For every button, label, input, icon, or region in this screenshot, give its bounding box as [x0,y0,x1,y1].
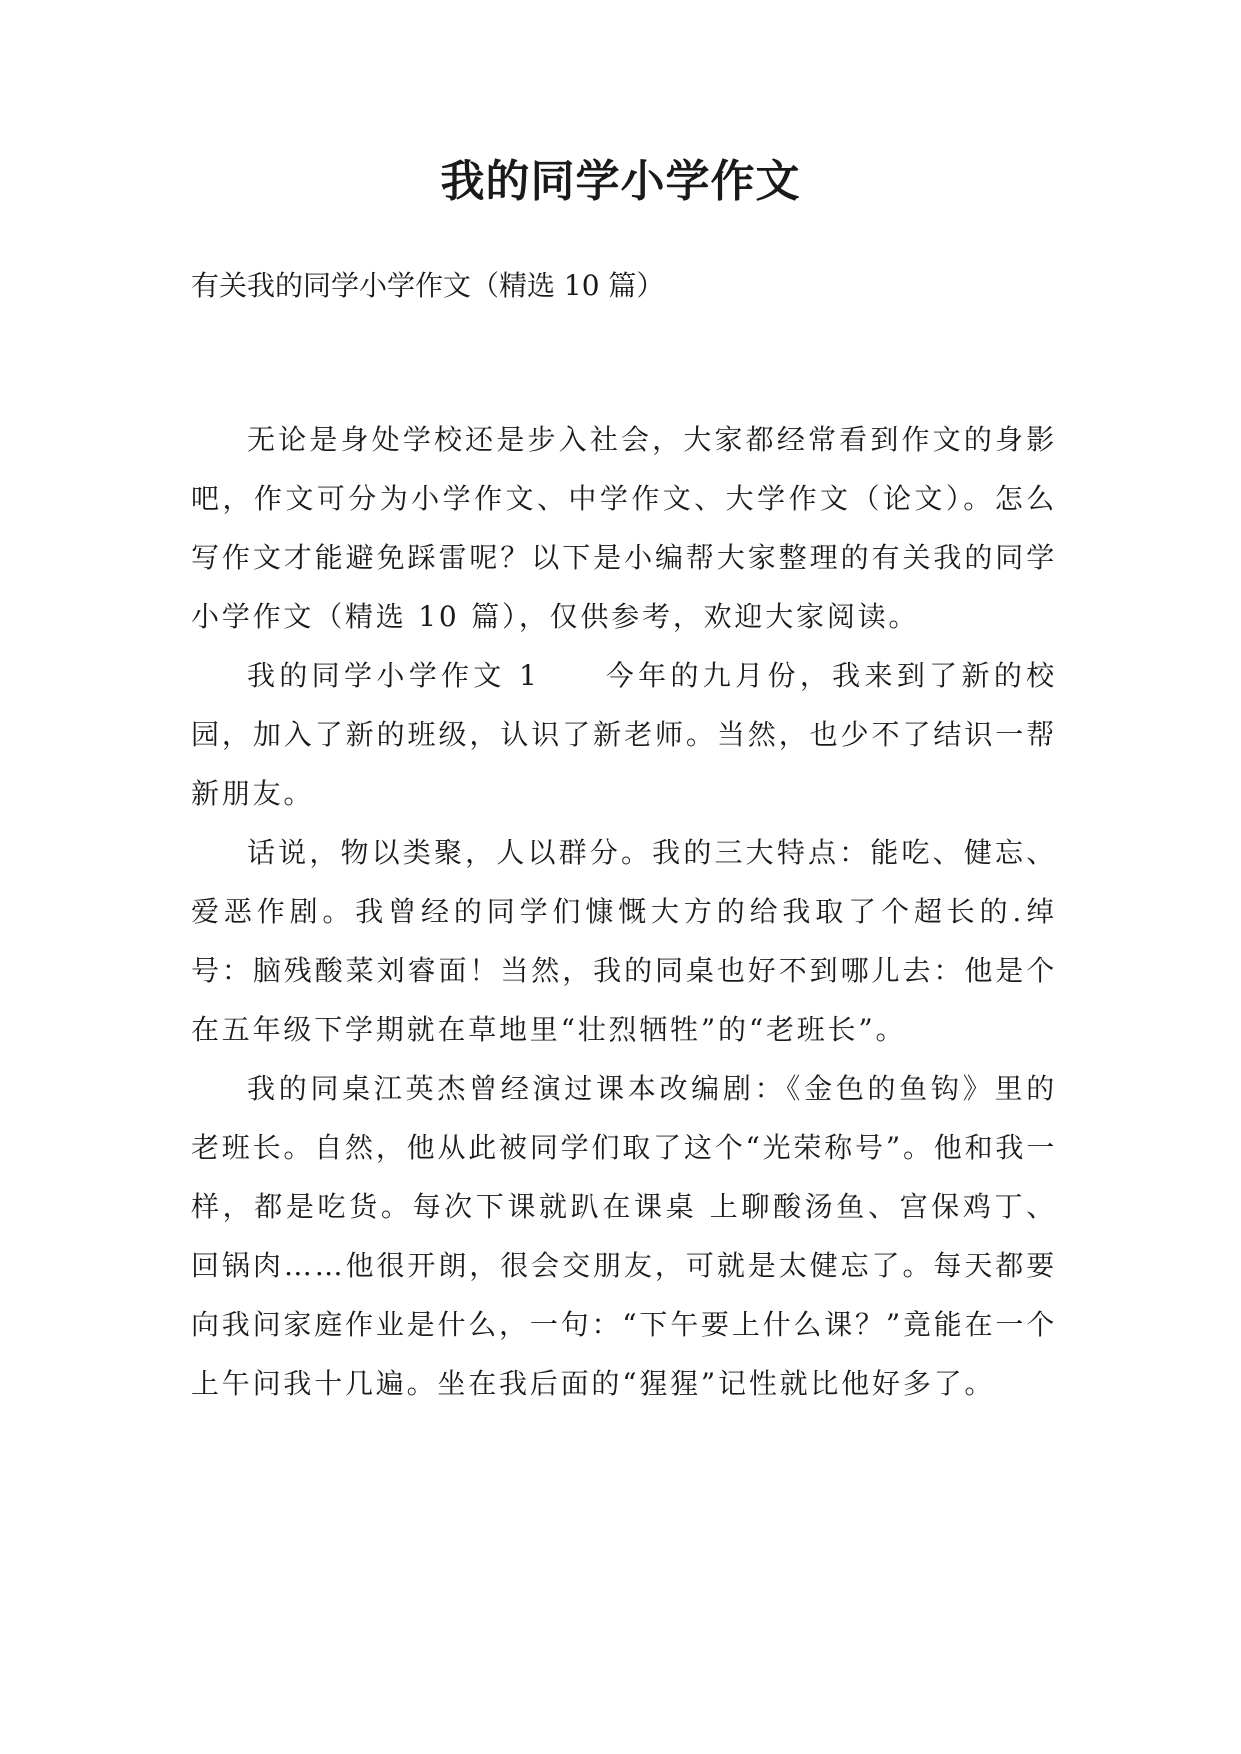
document-body [191,410,1057,1413]
paragraph-intro: 无论是身处学校还是步入社会，大家都经常看到作文的身影吧，作文可分为小学作文、中学作文、大学作文（论文）。怎么写作文才能避免踩雷呢？以下是小编帮大家整理的有关我的同学小学作文（精选 10 篇），仅供参考，欢迎大家阅读。 [191,423,1057,633]
document-subtitle: 有关我的同学小学作文（精选 10 篇） [191,269,665,302]
paragraph-essay-1-opening: 我的同学小学作文 1 今年的九月份，我来到了新的校园，加入了新的班级，认识了新老师。当然，也少不了结识一帮新朋友。 [191,659,1057,810]
paragraph-deskmate: 我的同桌江英杰曾经演过课本改编剧：《金色的鱼钩》里的老班长。自然，他从此被同学们取了这个“光荣称号”。他和我一样，都是吃货。每次下课就趴在课桌 上聊酸汤鱼、宫保鸡丁、回锅肉……他很开朗，很会交朋友，可就是太健忘了。每天都要向我问家庭作业是什么，一句：“下午要上什么课？”竟能在一个上午问我十几遍。坐在我后面的“猩猩”记性就比他好多了。 [191,1072,1057,1400]
document-title: 我的同学小学作文 [440,156,801,207]
paragraph-traits: 话说，物以类聚，人以群分。我的三大特点：能吃、健忘、爱恶作剧。我曾经的同学们慷慨大方的给我取了个超长的.绰号：脑残酸菜刘睿面！当然，我的同桌也好不到哪儿去：他是个在五年级下学期就在草地里“壮烈牺牲”的“老班长”。 [191,836,1057,1046]
